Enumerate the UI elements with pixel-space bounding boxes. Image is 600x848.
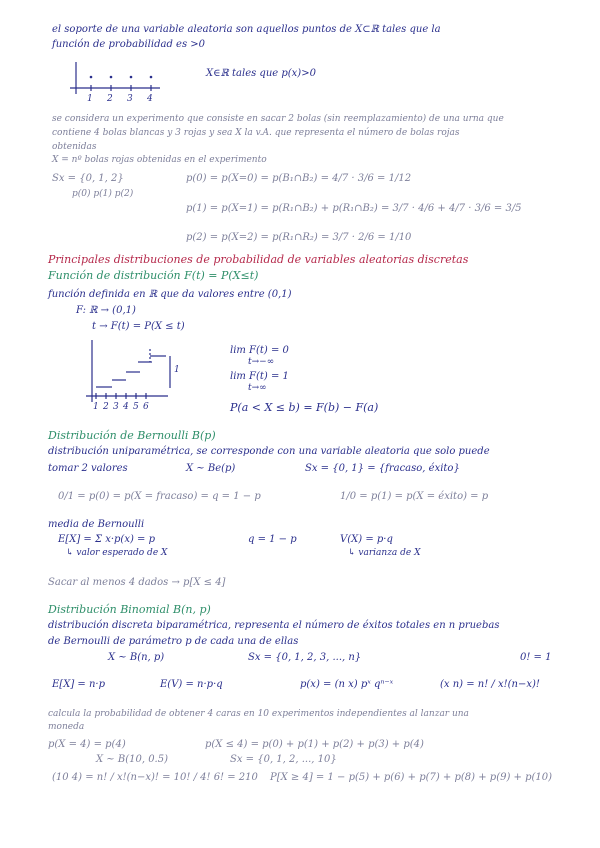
step-one-label: 1 [174, 365, 180, 375]
binomial-support-set: Sx = {0, 1, 2, 3, ..., n} [248, 652, 362, 663]
support-tick-3: 3 [127, 94, 133, 104]
binomial-example-p4: p(X = 4) = p(4) [48, 739, 126, 750]
urn-eq-p1: p(1) = p(X=1) = p(R₁∩B₂) + p(R₁∩B₂) = 3/7 · 4/6 + 4/7 · 3/6 = 3/5 [186, 203, 522, 214]
binomial-coefficient: (x n) = n! / x!(n−x)! [440, 679, 540, 690]
step-tick-4: 4 [123, 402, 129, 412]
step-tick-6: 6 [143, 402, 149, 412]
zero-factorial: 0! = 1 [520, 652, 552, 663]
urn-example-line-2: contiene 4 bolas blancas y 3 rojas y sea X la v.A. que representa el número de bolas rojas [52, 128, 460, 138]
limit-plus-infinity-sub: t→∞ [248, 383, 267, 393]
binomial-example-cumulative: p(X ≤ 4) = p(0) + p(1) + p(2) + p(3) + p(4) [205, 739, 424, 750]
bernoulli-definition-line-2: tomar 2 valores [48, 463, 128, 474]
urn-support-set: Sx = {0, 1, 2} [52, 173, 124, 184]
bernoulli-expected-value: E[X] = Σ x·p(x) = p [58, 534, 156, 545]
binomial-example-line-1: calcula la probabilidad de obtener 4 caras en 10 experimentos independientes al lanzar una [48, 709, 469, 719]
binomial-expected-value: E[X] = n·p [52, 679, 105, 690]
distribution-function-definition: función definida en ℝ que da valores entre (0,1) [48, 289, 292, 300]
bernoulli-mean-heading: media de Bernoulli [48, 519, 145, 530]
limit-plus-infinity: lim F(t) = 1 [230, 371, 289, 382]
urn-example-line-1: se considera un experimento que consiste en sacar 2 bolas (sin reemplazamiento) de una urna que [52, 114, 504, 124]
bernoulli-notation: X ~ Be(p) [186, 463, 236, 474]
support-condition: X∈ℝ tales que p(x)>0 [206, 68, 316, 79]
support-axis-sketch [70, 62, 160, 94]
bernoulli-failure-probability: 0/1 = p(0) = p(X = fracaso) = q = 1 − p [58, 491, 261, 502]
bernoulli-q-definition: q = 1 − p [248, 534, 297, 545]
binomial-example-distribution: X ~ B(10, 0.5) [96, 754, 168, 765]
binomial-pmf: p(x) = (n x) pˣ qⁿ⁻ˣ [300, 679, 394, 690]
binomial-variance: E(V) = n·p·q [160, 679, 223, 690]
urn-variable-definition: X = nº bolas rojas obtenidas en el experimento [52, 155, 267, 165]
bernoulli-support-set: Sx = {0, 1} = {fracaso, éxito} [305, 463, 460, 474]
bernoulli-variance: V(X) = p·q [340, 534, 393, 545]
binomial-notation: X ~ B(n, p) [108, 652, 165, 663]
section-title-bernoulli: Distribución de Bernoulli B(p) [48, 429, 216, 442]
interval-probability: P(a < X ≤ b) = F(b) − F(a) [230, 401, 379, 414]
urn-example-line-3: obtenidas [52, 142, 97, 152]
support-tick-4: 4 [147, 94, 153, 104]
binomial-example-coefficient: (10 4) = n! / x!(n−x)! = 10! / 4! 6! = 210 [52, 772, 258, 783]
section-title-binomial: Distribución Binomial B(n, p) [48, 603, 211, 616]
section-title-principal-distributions: Principales distribuciones de probabilidad de variables aleatorias discretas [48, 253, 469, 266]
urn-support-probabilities: p(0) p(1) p(2) [72, 189, 134, 199]
support-tick-2: 2 [107, 94, 113, 104]
urn-eq-p0: p(0) = p(X=0) = p(B₁∩B₂) = 4/7 · 3/6 = 1/12 [186, 173, 412, 184]
bernoulli-expected-value-note: ↳ valor esperado de X [66, 548, 168, 558]
binomial-example-complement: P[X ≥ 4] = 1 − p(5) + p(6) + p(7) + p(8) + p(9) + p(10) [270, 772, 553, 783]
step-tick-5: 5 [133, 402, 139, 412]
limit-minus-infinity-sub: t→−∞ [248, 357, 275, 367]
step-tick-3: 3 [113, 402, 119, 412]
binomial-example-line-2: moneda [48, 722, 85, 732]
binomial-definition-line-1: distribución discreta biparamétrica, representa el número de éxitos totales en n pruebas [48, 620, 500, 631]
step-tick-2: 2 [103, 402, 109, 412]
bernoulli-dice-example: Sacar al menos 4 dados → p[X ≤ 4] [48, 577, 226, 588]
bernoulli-variance-note: ↳ varianza de X [348, 548, 421, 558]
step-function-sketch [86, 340, 170, 402]
binomial-definition-line-2: de Bernoulli de parámetro p de cada una de ellas [48, 636, 299, 647]
step-tick-1: 1 [93, 402, 99, 412]
support-definition-line-2: función de probabilidad es >0 [52, 39, 205, 50]
support-definition-line-1: el soporte de una variable aleatoria son aquellos puntos de X⊂ℝ tales que la [52, 24, 441, 35]
bernoulli-success-probability: 1/0 = p(1) = p(X = éxito) = p [340, 491, 489, 502]
limit-minus-infinity: lim F(t) = 0 [230, 345, 289, 356]
distribution-function-mapping: F: ℝ → (0,1) [76, 305, 136, 316]
support-tick-1: 1 [87, 94, 93, 104]
bernoulli-definition-line-1: distribución uniparamétrica, se corresponde con una variable aleatoria que solo puede [48, 446, 490, 457]
section-subtitle-distribution-function: Función de distribución F(t) = P(X≤t) [48, 269, 259, 282]
distribution-function-rule: t → F(t) = P(X ≤ t) [92, 321, 185, 332]
support-points [90, 76, 153, 79]
binomial-example-support: Sx = {0, 1, 2, ..., 10} [230, 754, 337, 765]
urn-eq-p2: p(2) = p(X=2) = p(R₁∩R₂) = 3/7 · 2/6 = 1/10 [186, 232, 412, 243]
